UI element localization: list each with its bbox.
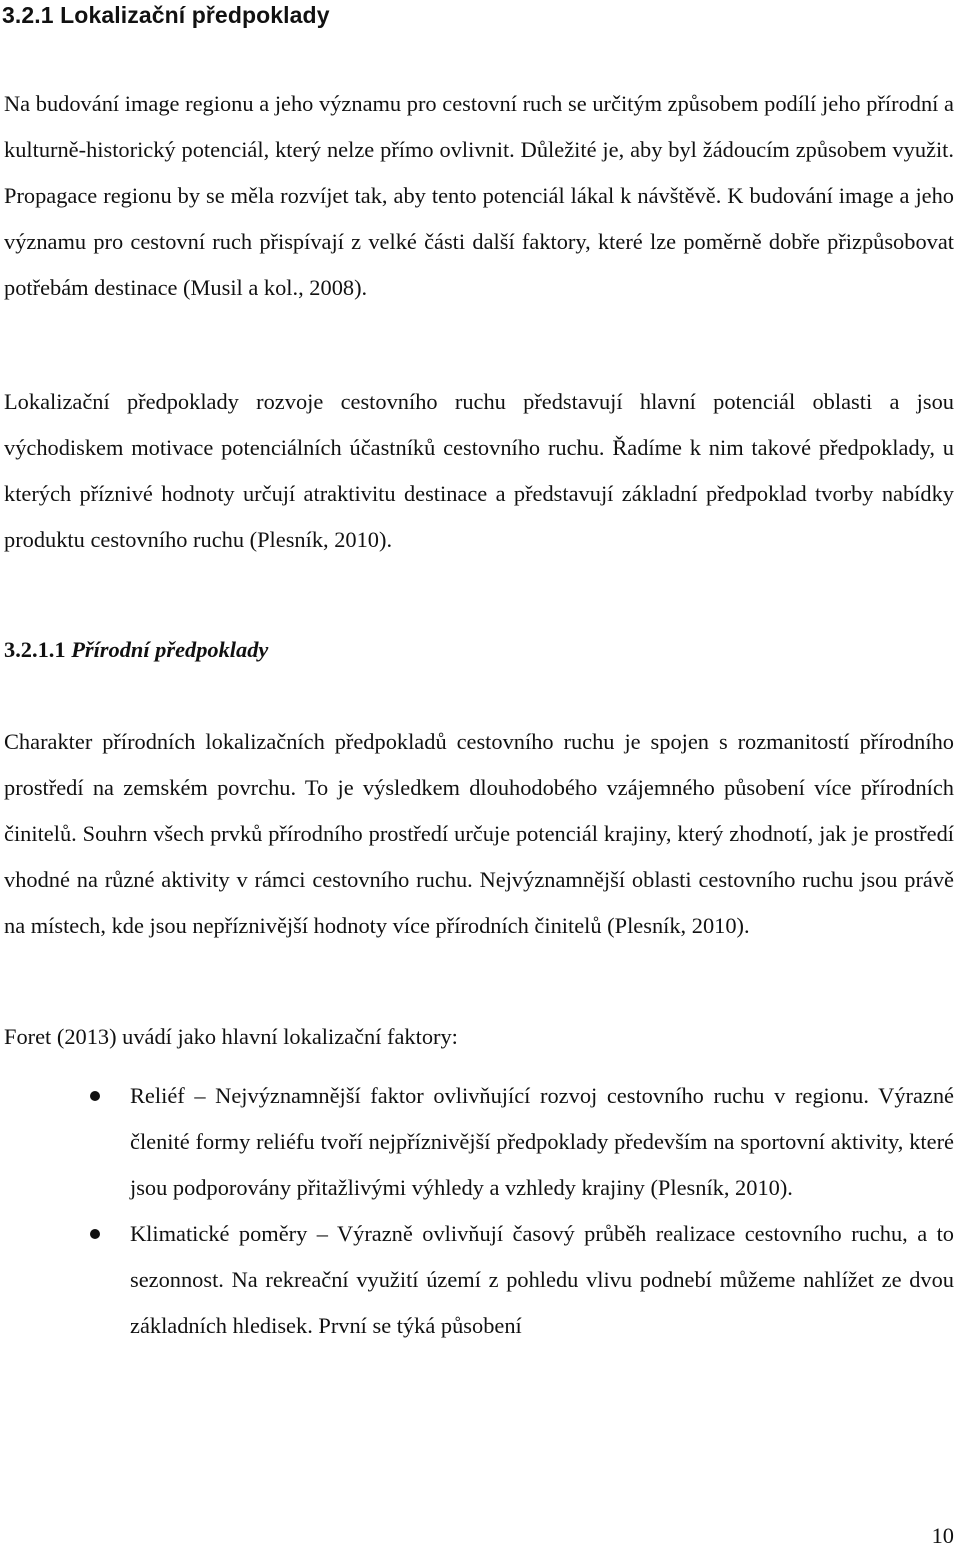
localization-paragraph: Lokalizační předpoklady rozvoje cestovního ruchu představují hlavní potenciál oblasti a jsou východiskem motivace potenciálních účastníků cestovního ruchu. Řadíme k nim takové předpoklady, u kterých příznivé hodnoty určují atraktivitu destinace a představují základní předpoklad tvorby nabídky produktu cestovního ruchu (Plesník, 2010). <box>4 389 954 552</box>
subsection-heading <box>4 627 268 673</box>
nature-paragraph: Charakter přírodních lokalizačních předpokladů cestovního ruchu je spojen s rozmanitostí přírodního prostředí na zemském povrchu. To je výsledkem dlouhodobého vzájemného působení více přírodních činitelů. Souhrn všech prvků přírodního prostředí určuje potenciál krajiny, který zhodnotí, jak je prostředí vhodné na různé aktivity v rámci cestovního ruchu. Nejvýznamnější oblasti cestovního ruchu jsou právě na místech, kde jsou nepříznivější hodnoty více přírodních činitelů (Plesník, 2010). <box>4 729 954 938</box>
list-item-climate <box>0 1211 960 1349</box>
foret-intro-paragraph: Foret (2013) uvádí jako hlavní lokalizační faktory: <box>4 1024 458 1049</box>
list-item-text: Klimatické poměry – Výrazně ovlivňují časový průběh realizace cestovního ruchu, a to sezonnost. Na rekreační využití území z pohledu vlivu podnebí můžeme nahlížet ze dvou základních hledisek. První se týká působení <box>130 1221 954 1338</box>
factor-list <box>0 1073 960 1349</box>
section-number: 3.2.1 <box>2 2 54 28</box>
list-item-relief <box>0 1073 960 1211</box>
page-number: 10 <box>931 1523 954 1548</box>
list-item-text: Reliéf – Nejvýznamnější faktor ovlivňující rozvoj cestovního ruchu v regionu. Výrazné členité formy reliéfu tvoří nejpříznivější předpoklady především na sportovní aktivity, které jsou podporovány přitažlivými výhledy a vzhledy krajiny (Plesník, 2010). <box>130 1083 954 1200</box>
subsection-title: Přírodní předpoklady <box>71 637 269 662</box>
subsection-number: 3.2.1.1 <box>4 637 66 662</box>
section-title: Lokalizační předpoklady <box>60 2 330 28</box>
intro-paragraph: Na budování image regionu a jeho významu pro cestovní ruch se určitým způsobem podílí jeho přírodní a kulturně-historický potenciál, který nelze přímo ovlivnit. Důležité je, aby byl žádoucím způsobem využit. Propagace regionu by se měla rozvíjet tak, aby tento potenciál lákal k návštěvě. K budování image a jeho významu pro cestovní ruch přispívají z velké části další faktory, které lze poměrně dobře přizpůsobovat potřebám destinace (Musil a kol., 2008). <box>4 91 954 300</box>
bullet-icon <box>90 1091 100 1101</box>
bullet-icon <box>90 1229 100 1239</box>
section-heading <box>2 0 330 30</box>
